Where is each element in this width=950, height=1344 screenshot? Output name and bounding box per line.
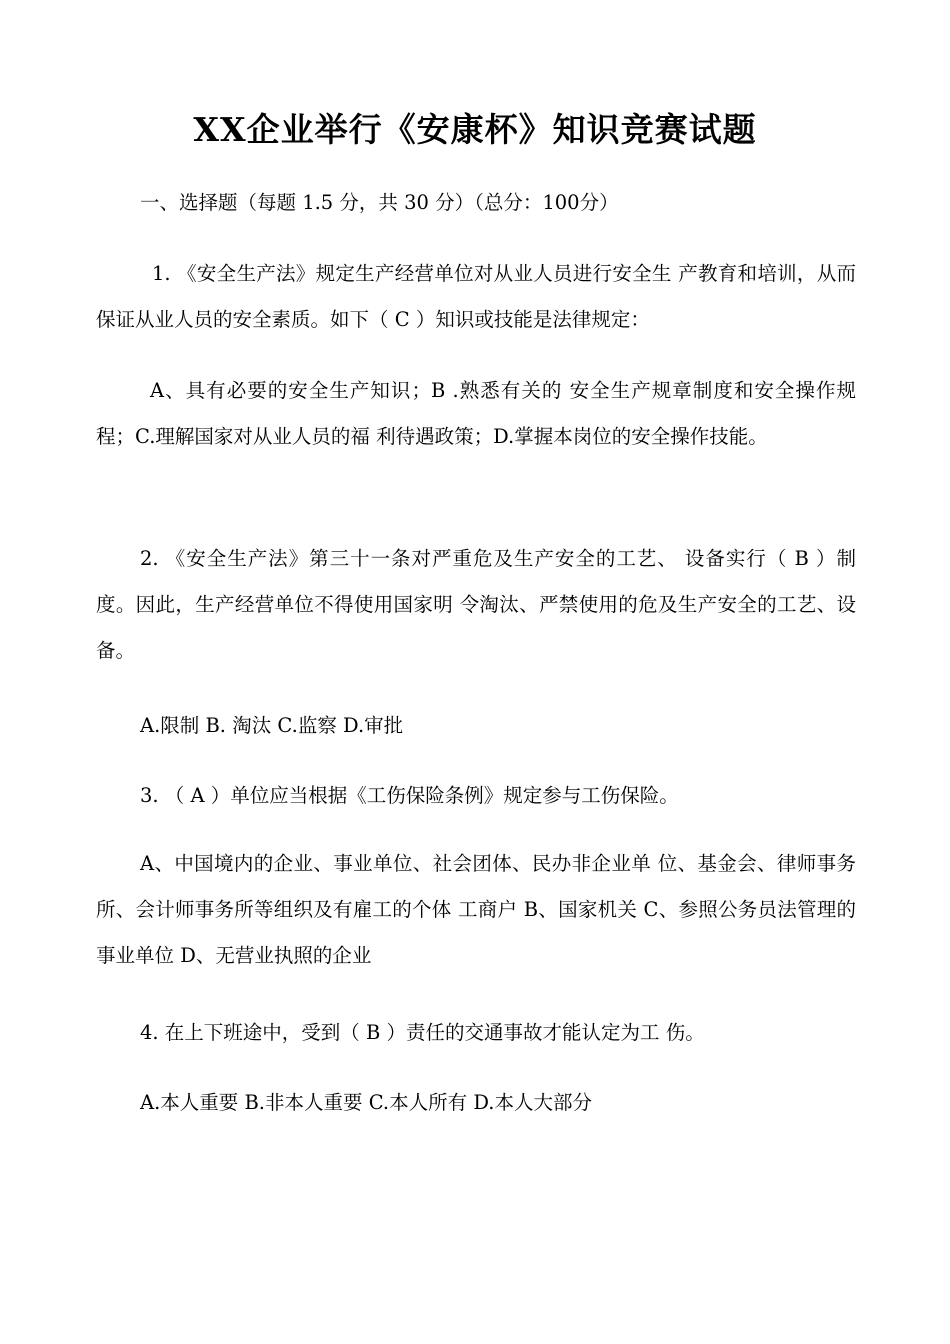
question-1-options: A、具有必要的安全生产知识；B .熟悉有关的 安全生产规章制度和安全操作规程；C.理解国家对从业人员的福 利待遇政策；D.掌握本岗位的安全操作技能。: [96, 379, 856, 448]
question-4-options: A.本人重要 B.非本人重要 C.本人所有 D.本人大部分: [140, 1091, 592, 1114]
question-3-options: A、中国境内的企业、事业单位、社会团体、民办非企业单 位、基金会、律师事务所、会计师事务所等组织及有雇工的个体 工商户 B、国家机关 C、参照公务员法管理的事业单位 D、无营业执照的企业: [96, 852, 856, 967]
question-1-stem: 1. 《安全生产法》规定生产经营单位对从业人员进行安全生 产教育和培训，从而保证从业人员的安全素质。如下（ C ）知识或技能是法律规定：: [96, 262, 856, 331]
question-4-stem: 4. 在上下班途中，受到（ B ）责任的交通事故才能认定为工 伤。: [140, 1021, 705, 1044]
question-3-stem: 3. （ A ）单位应当根据《工伤保险条例》规定参与工伤保险。: [140, 784, 679, 807]
document-title: XX企业举行《安康杯》知识竞赛试题: [193, 110, 757, 149]
section-heading: 一、选择题（每题 1.5 分，共 30 分）（总分：100分）: [140, 191, 619, 214]
question-2-options: A.限制 B. 淘汰 C.监察 D.审批: [140, 714, 404, 737]
question-2-stem: 2. 《安全生产法》第三十一条对严重危及生产安全的工艺、 设备实行（ B ）制度。因此，生产经营单位不得使用国家明 令淘汰、严禁使用的危及生产安全的工艺、设备。: [96, 547, 856, 662]
